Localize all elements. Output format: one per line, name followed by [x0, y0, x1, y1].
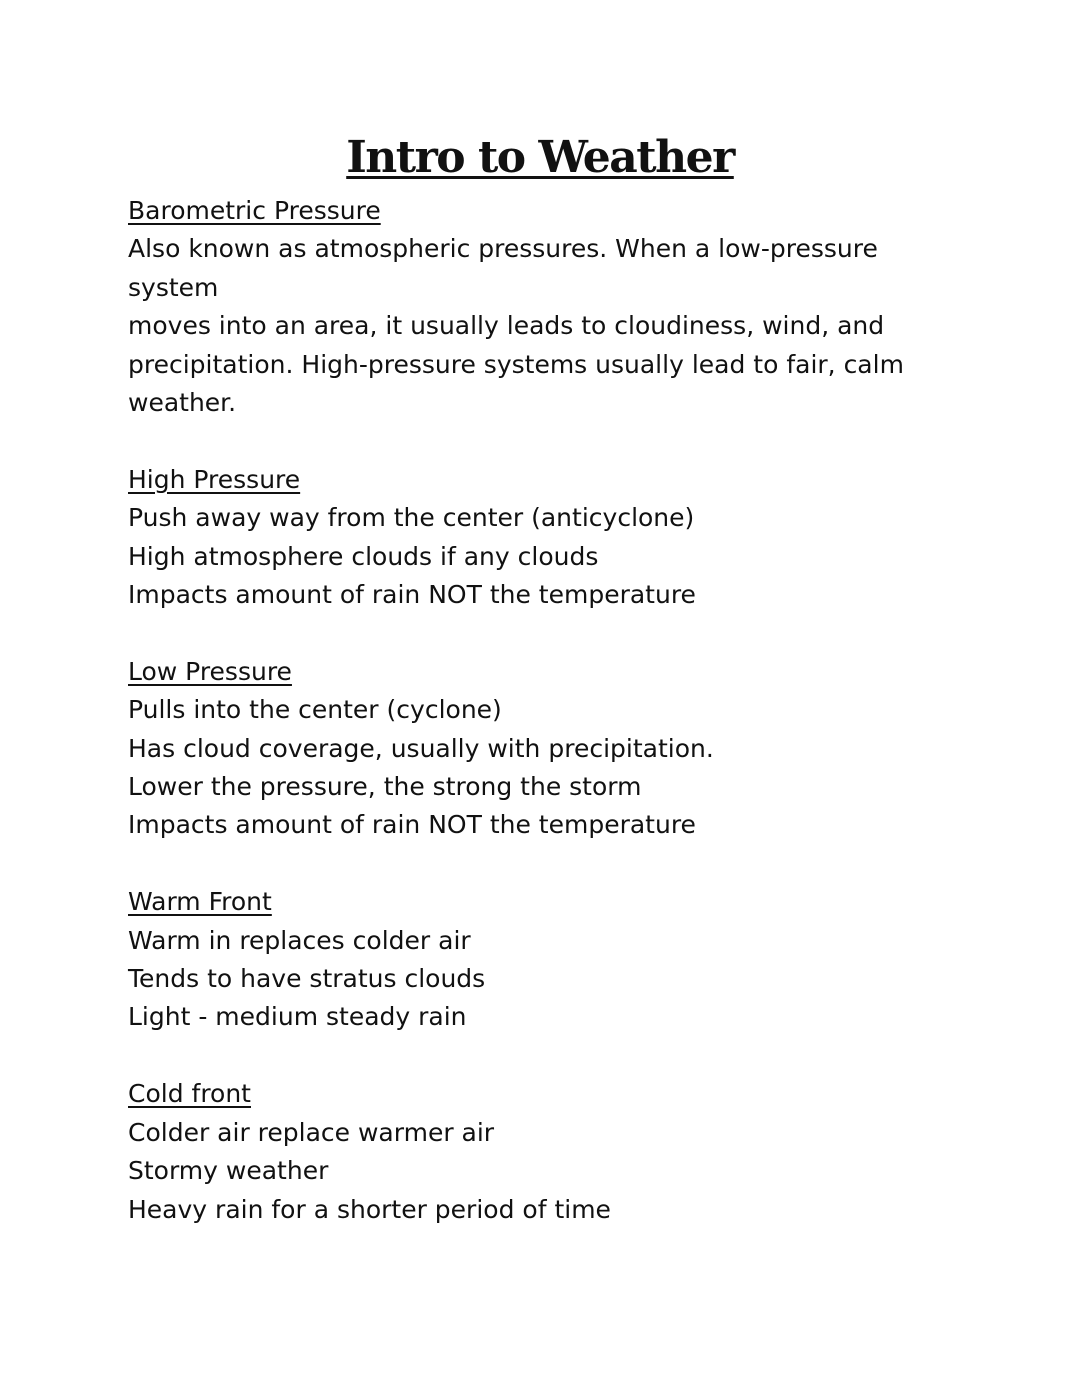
section-text-line: Also known as atmospheric pressures. When a low-pressure system — [128, 234, 878, 302]
page-title-text: Intro to Weather — [346, 132, 734, 183]
section-text-line: Colder air replace warmer air — [128, 1117, 495, 1147]
section-text-line: Stormy weather — [128, 1156, 329, 1186]
page-title — [0, 128, 1080, 188]
section-high-pressure — [128, 461, 948, 615]
section-text-line: Impacts amount of rain NOT the temperature — [128, 580, 696, 610]
section-text-line: Tends to have stratus clouds — [128, 964, 486, 994]
section-text-line: precipitation. High-pressure systems usually lead to fair, calm weather. — [128, 349, 904, 418]
section-text-line: Lower the pressure, the strong the storm — [128, 772, 642, 802]
section-heading: Low Pressure — [128, 656, 292, 686]
section-cold-front — [128, 1075, 948, 1229]
section-heading: Cold front — [128, 1079, 251, 1109]
section-warm-front — [128, 883, 948, 1037]
section-text-line: Impacts amount of rain NOT the temperature — [128, 810, 696, 840]
section-text-line: moves into an area, it usually leads to cloudiness, wind, and — [128, 311, 885, 341]
section-heading: High Pressure — [128, 464, 301, 494]
section-text-line: Heavy rain for a shorter period of time — [128, 1194, 611, 1224]
section-text-line: Warm in replaces colder air — [128, 925, 471, 955]
section-text-line: High atmosphere clouds if any clouds — [128, 541, 599, 571]
section-text-line: Push away way from the center (anticyclone) — [128, 503, 695, 533]
section-text-line: Pulls into the center (cyclone) — [128, 695, 502, 725]
document-body — [128, 192, 948, 1267]
section-heading: Barometric Pressure — [128, 196, 381, 225]
section-heading: Warm Front — [128, 887, 272, 917]
section-text-line: Light - medium steady rain — [128, 1002, 467, 1032]
section-low-pressure — [128, 653, 948, 845]
section-text-line: Has cloud coverage, usually with precipitation. — [128, 733, 714, 763]
section-barometric-pressure — [128, 192, 948, 422]
